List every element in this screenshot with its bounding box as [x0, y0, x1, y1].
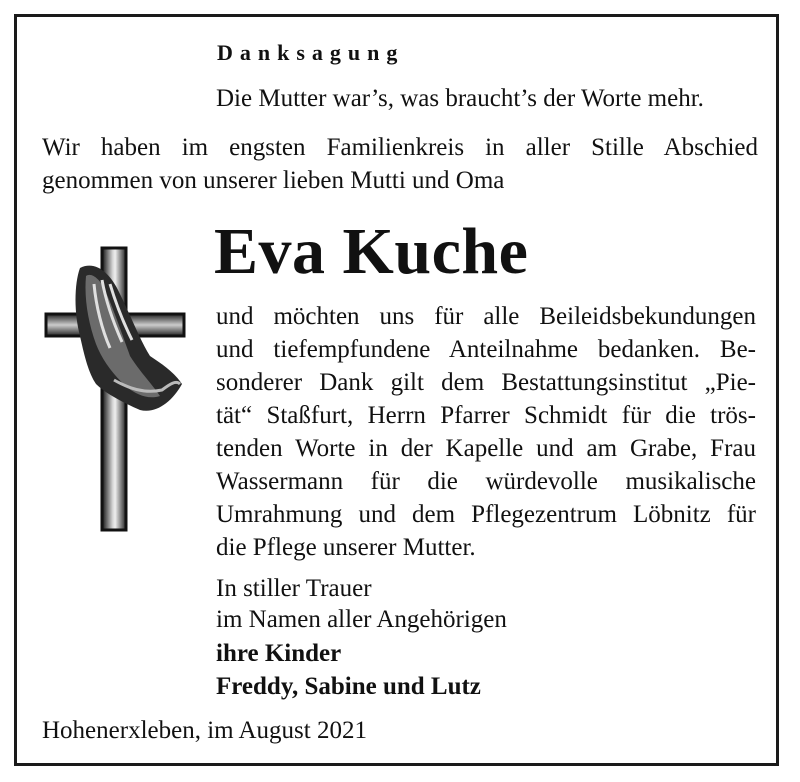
- body-line-5: tenden Worte in der Kapelle und am Grabe, Frau: [216, 435, 756, 462]
- body-line-2: und tiefempfundene Anteilnahme bedanken. Be-: [216, 336, 756, 363]
- deceased-name: Eva Kuche: [214, 215, 529, 288]
- signature-line-2: im Namen aller Angehörigen: [216, 606, 507, 633]
- body-line-6: Wassermann für die würdevolle musikalische: [216, 468, 756, 495]
- intro-line-2: genommen von unserer lieben Mutti und Oma: [42, 167, 505, 194]
- body-line-1: und möchten uns für alle Beileidsbekundungen: [216, 303, 756, 330]
- cross-with-praying-hands-icon: [44, 244, 186, 539]
- body-line-3: sonderer Dank gilt dem Bestattungsinstitut „Pie-: [216, 369, 756, 396]
- body-line-7: Umrahmung und dem Pflegezentrum Löbnitz für: [216, 501, 756, 528]
- intro-line-1: Wir haben im engsten Familienkreis in aller Stille Abschied: [42, 134, 758, 161]
- body-line-4: tät“ Staßfurt, Herrn Pfarrer Schmidt für die trös-: [216, 402, 756, 429]
- notice-heading: Danksagung: [217, 40, 405, 65]
- notice-quote: Die Mutter war’s, was braucht’s der Worte mehr.: [216, 85, 704, 112]
- signature-line-1: In stiller Trauer: [216, 575, 372, 602]
- signature-line-3: ihre Kinder: [216, 640, 342, 667]
- place-date: Hohenerxleben, im August 2021: [42, 717, 367, 744]
- signature-line-4: Freddy, Sabine und Lutz: [216, 673, 481, 700]
- body-line-8: die Pflege unserer Mutter.: [216, 534, 476, 561]
